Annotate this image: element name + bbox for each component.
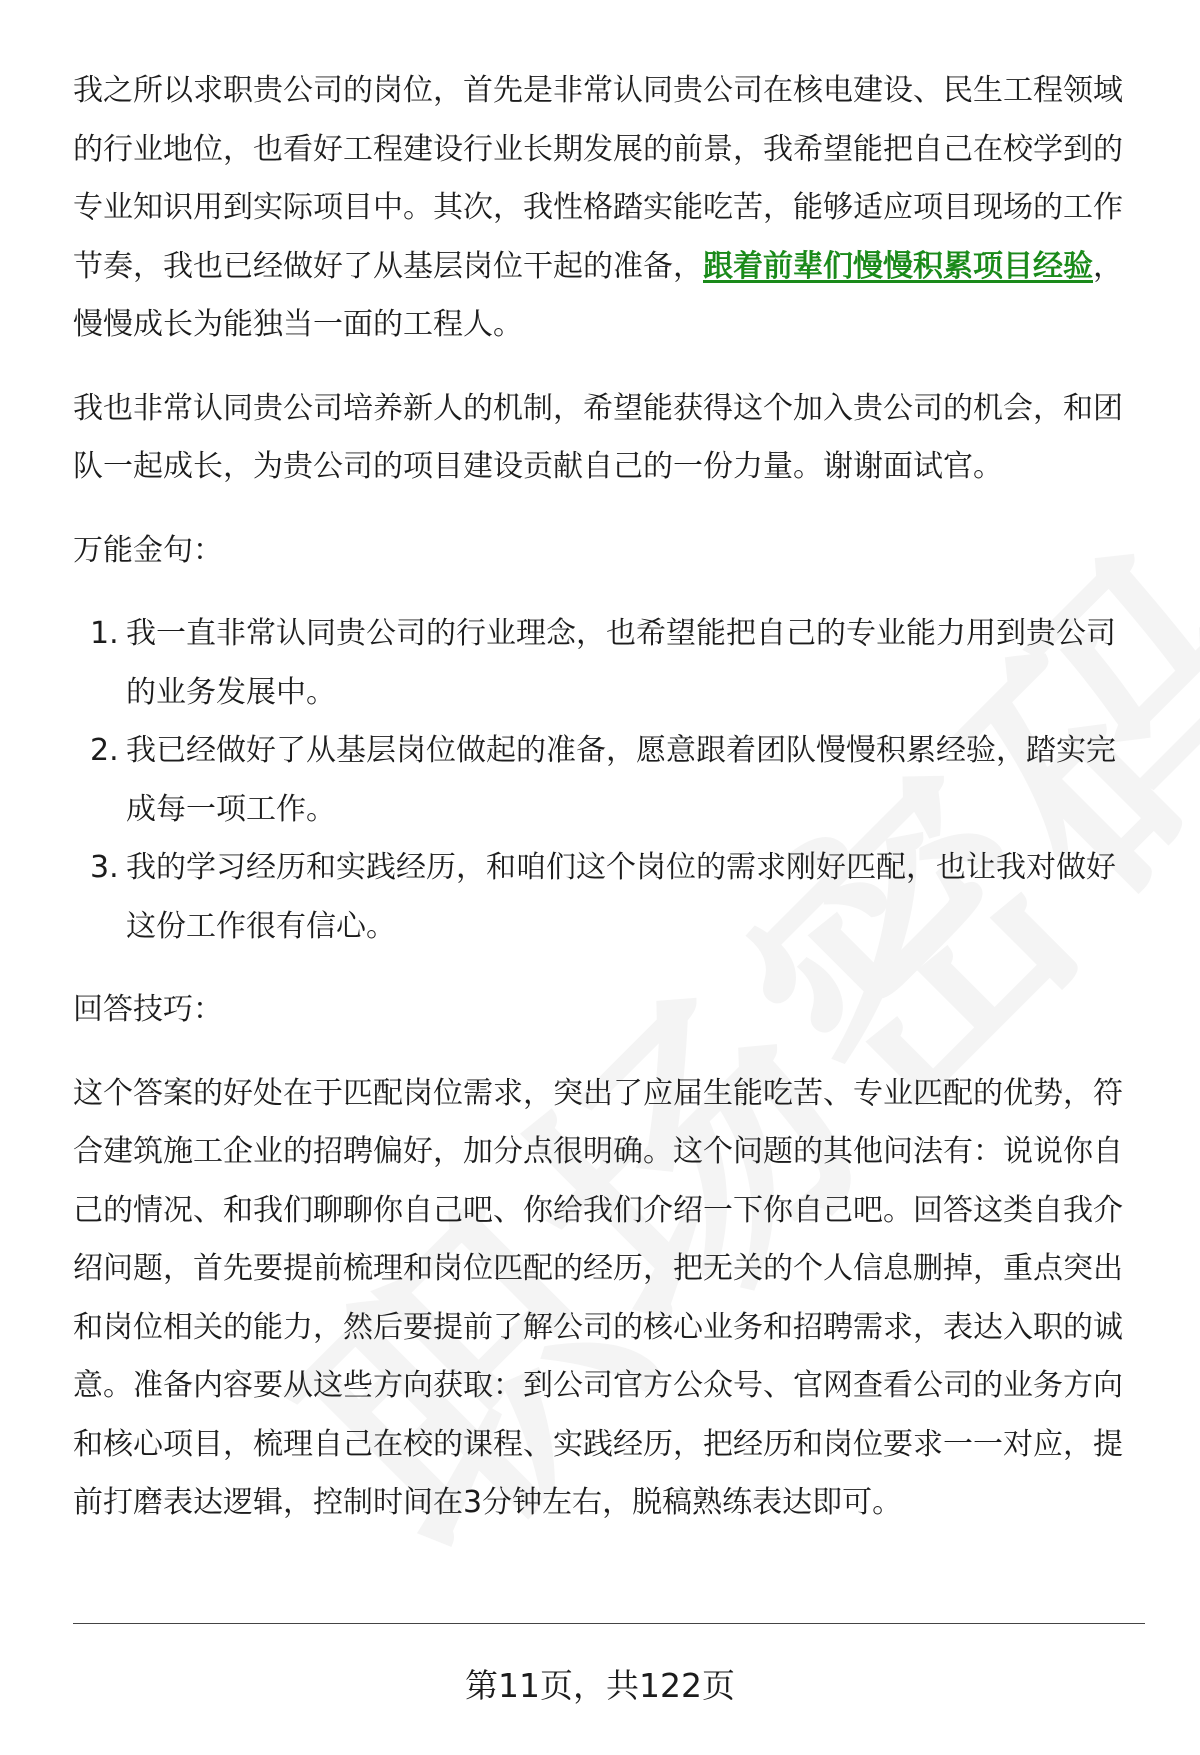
list-item-text: 我已经做好了从基层岗位做起的准备，愿意跟着团队慢慢积累经验，踏实完成每一项工作。 xyxy=(126,733,1116,827)
paragraph-intro-text-start: 我之所以求职贵公司的岗位，首先是非常认同贵公司在核电建设、民生工程领域的行业地位，也看好工程建设行业长期发展的前景，我希望能把自己在校学到的专业知识用到实际项目中。其次，我性格踏实能吃苦，能够适应项目现场的工作节奏，我也已经做好了从基层岗位干起的准备， xyxy=(73,73,1123,284)
tips-heading: 回答技巧： xyxy=(73,992,223,1027)
list-item-number: 2. xyxy=(90,733,119,768)
tips-paragraph: 这个答案的好处在于匹配岗位需求，突出了应届生能吃苦、专业匹配的优势，符合建筑施工企业的招聘偏好，加分点很明确。这个问题的其他问法有：说说你自己的情况、和我们聊聊你自己吧、你给我们介绍一下你自己吧。回答这类自我介绍问题，首先要提前梳理和岗位匹配的经历，把无关的个人信息删掉，重点突出和岗位相关的能力，然后要提前了解公司的核心业务和招聘需求，表达入职的诚意。准备内容要从这些方向获取：到公司官方公众号、官网查看公司的业务方向和核心项目，梳理自己在校的课程、实践经历，把经历和岗位要求一一对应，提前打磨表达逻辑，控制时间在3分钟左右，脱稿熟练表达即可。 xyxy=(73,1075,1123,1520)
list-item xyxy=(73,605,1133,722)
list-item xyxy=(73,839,1133,956)
list-item xyxy=(73,722,1133,839)
page-number: 第11页，共122页 xyxy=(465,1666,735,1705)
golden-sentences-heading: 万能金句： xyxy=(73,532,223,568)
highlighted-phrase: 跟着前辈们慢慢积累项目经验 xyxy=(703,248,1093,284)
paragraph-intro-text-end: ，慢慢成长为能独当一面的工程人。 xyxy=(73,248,1123,342)
golden-sentences-list xyxy=(73,605,1133,956)
list-item-text: 我一直非常认同贵公司的行业理念，也希望能把自己的专业能力用到贵公司的业务发展中。 xyxy=(126,616,1116,710)
list-item-number: 3. xyxy=(90,850,119,885)
paragraph-closing: 我也非常认同贵公司培养新人的机制，希望能获得这个加入贵公司的机会，和团队一起成长，为贵公司的项目建设贡献自己的一份力量。谢谢面试官。 xyxy=(73,390,1123,484)
document-body xyxy=(73,62,1133,1533)
paragraph-intro xyxy=(73,62,1133,355)
footer-divider xyxy=(73,1623,1145,1624)
list-item-text: 我的学习经历和实践经历，和咱们这个岗位的需求刚好匹配，也让我对做好这份工作很有信心。 xyxy=(126,850,1116,944)
list-item-number: 1. xyxy=(90,616,119,651)
